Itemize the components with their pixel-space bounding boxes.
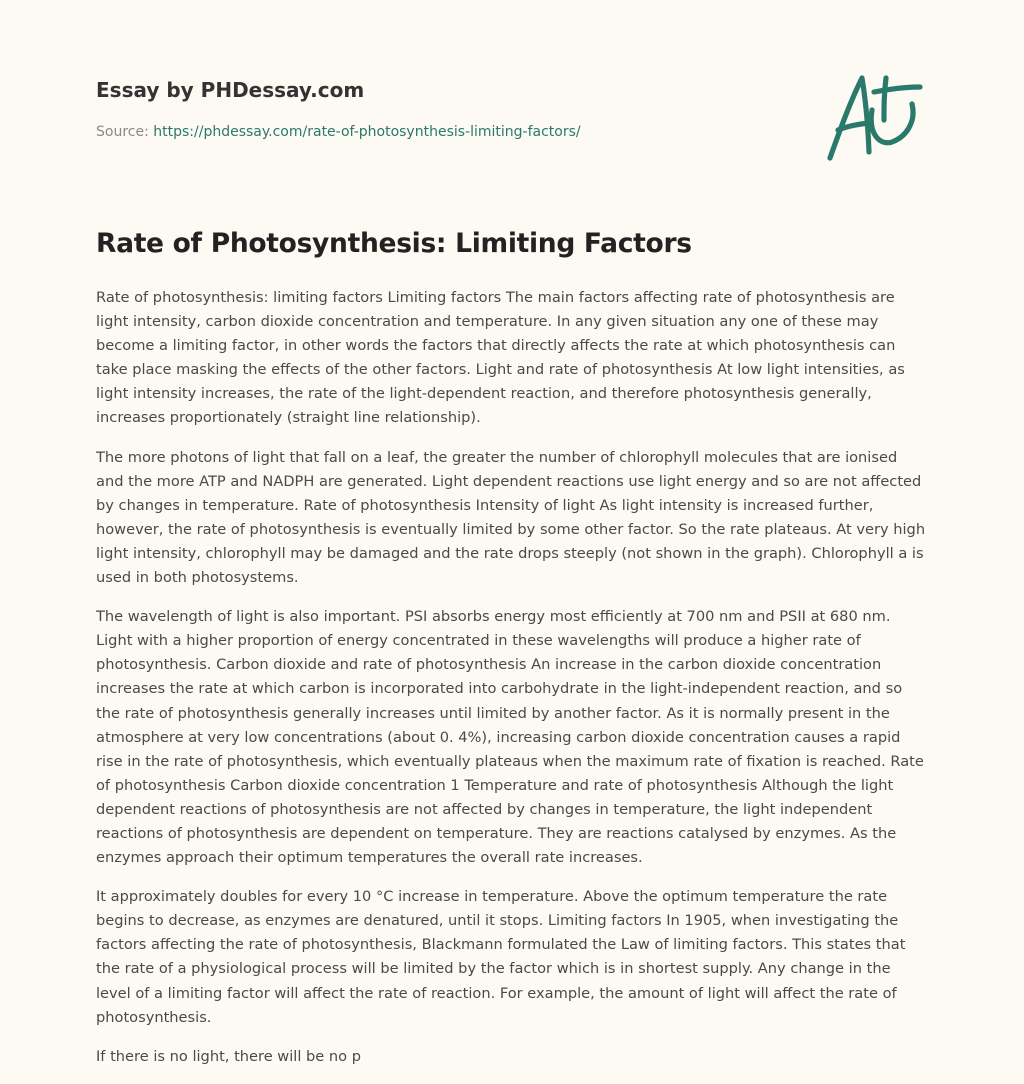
a-plus-grade-icon xyxy=(824,68,928,164)
paragraph: It approximately doubles for every 10 °C increase in temperature. Above the optimum temperature the rate begins to decrease, as enzymes are denatured, until it stops. Limiting factors In 1905, when investigating the factors affecting the rate of photosynthesis, Blackmann formulated the Law of limiting factors. This states that the rate of a physiological process will be limited by the factor which is in shortest supply. Any change in the level of a limiting factor will affect the rate of reaction. For example, the amount of light will affect the rate of photosynthesis. xyxy=(96,888,906,1026)
article-title: Rate of Photosynthesis: Limiting Factors xyxy=(96,228,692,259)
source-line xyxy=(96,124,581,140)
paragraph: Rate of photosynthesis: limiting factors Limiting factors The main factors affecting rate of photosynthesis are light intensity, carbon dioxide concentration and temperature. In any given situation any one of these may become a limiting factor, in other words the factors that directly affects the rate at which photosynthesis can take place masking the effects of the other factors. Light and rate of photosynthesis At low light intensities, as light intensity increases, the rate of the light-dependent reaction, and therefore photosynthesis generally, increases proportionately (straight line relationship). xyxy=(96,289,905,427)
paragraph: If there is no light, there will be no p xyxy=(96,1047,362,1065)
page-header xyxy=(96,0,926,180)
source-label: Source: xyxy=(96,124,154,140)
paragraph: The wavelength of light is also important. PSI absorbs energy most efficiently at 700 nm and PSII at 680 nm. Light with a higher proportion of energy concentrated in these wavelengths will produce a higher rate of photosynthesis. Carbon dioxide and rate of photosynthesis An increase in the carbon dioxide concentration increases the rate at which carbon is incorporated into carbohydrate in the light-independent reaction, and so the rate of photosynthesis generally increases until limited by another factor. As it is normally present in the atmosphere at very low concentrations (about 0. 4%), increasing carbon dioxide concentration causes a rapid rise in the rate of photosynthesis, which eventually plateaus when the maximum rate of fixation is reached. Rate of photosynthesis Carbon dioxide concentration 1 Temperature and rate of photosynthesis Although the light dependent reactions of photosynthesis are not affected by changes in temperature, the light independent reactions of photosynthesis are dependent on temperature. They are reactions catalysed by enzymes. As the enzymes approach their optimum temperatures the overall rate increases. xyxy=(96,608,924,867)
source-link[interactable]: https://phdessay.com/rate-of-photosynthesis-limiting-factors/ xyxy=(153,124,581,140)
paragraph: The more photons of light that fall on a leaf, the greater the number of chlorophyll molecules that are ionised and the more ATP and NADPH are generated. Light dependent reactions use light energy and so are not affected by changes in temperature. Rate of photosynthesis Intensity of light As light intensity is increased further, however, the rate of photosynthesis is eventually limited by some other factor. So the rate plateaus. At very high light intensity, chlorophyll may be damaged and the rate drops steeply (not shown in the graph). Chlorophyll a is used in both photosystems. xyxy=(96,448,926,587)
essay-page xyxy=(96,0,926,1065)
article-body xyxy=(96,286,926,1084)
brand-title: Essay by PHDessay.com xyxy=(96,78,365,102)
